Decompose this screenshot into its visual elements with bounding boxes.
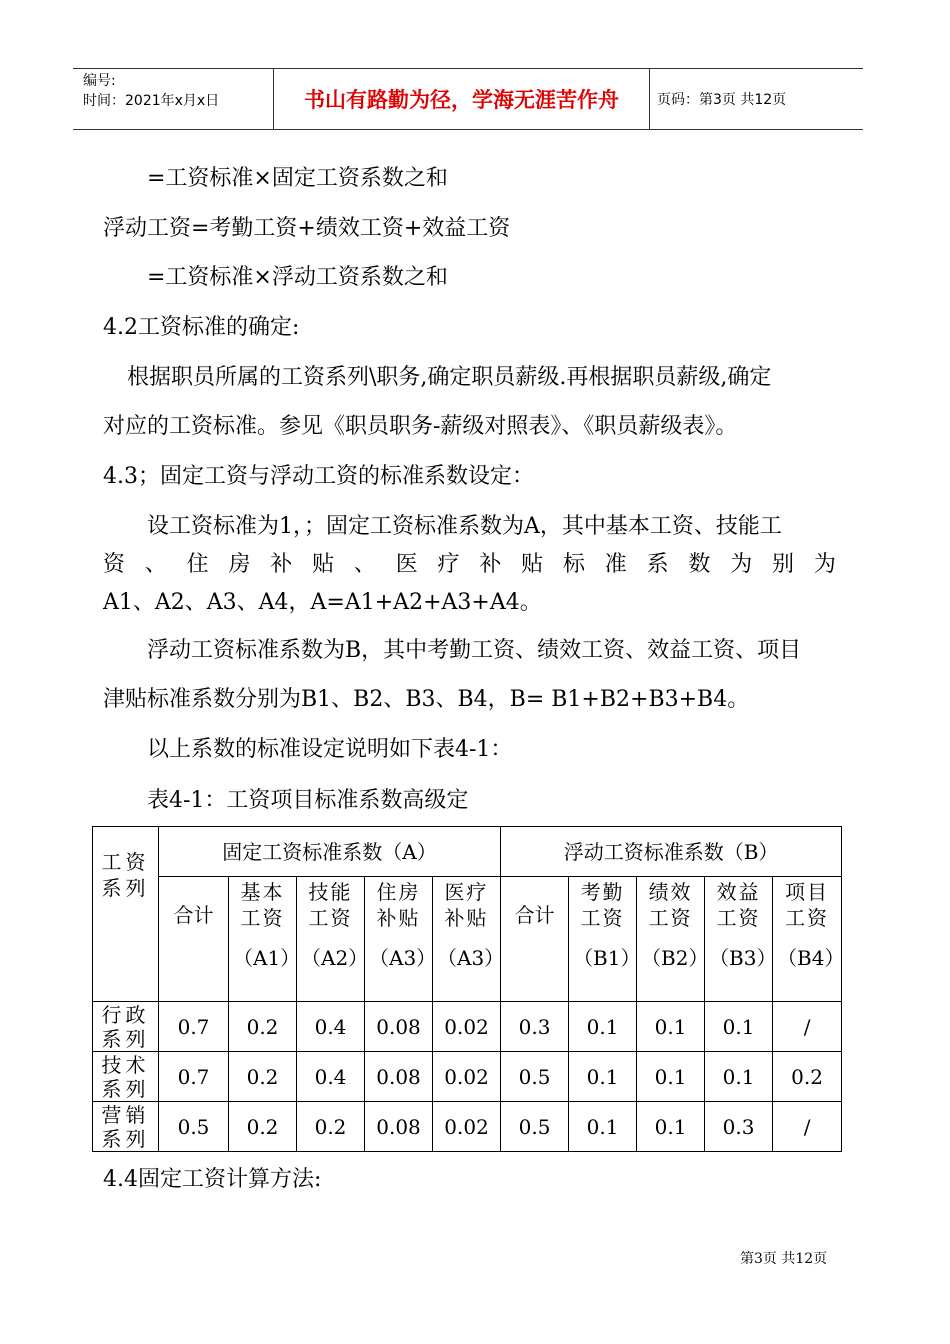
justified-char: 房	[228, 552, 251, 577]
table-cell: 0.2	[297, 1102, 365, 1152]
row-label-text: 营销系列	[101, 1102, 150, 1151]
justified-char: 数	[688, 552, 711, 577]
table-cell: 0.1	[705, 1002, 773, 1052]
paragraph-4-3-line6: 以上系数的标准设定说明如下表4-1：	[147, 737, 513, 762]
table-cell: 0.1	[569, 1102, 637, 1152]
table-cell: 0.02	[433, 1002, 501, 1052]
header-meta	[73, 69, 274, 129]
table-cell: /	[773, 1002, 842, 1052]
table-cell: 0.08	[365, 1102, 433, 1152]
table-caption: 表4-1：工资项目标准系数高级定	[147, 788, 469, 813]
justified-char: 准	[604, 552, 627, 577]
column-header-code: （B1）	[573, 946, 641, 970]
column-header	[705, 877, 777, 1002]
paragraph-4-3-line3: A1、A2、A3、A4，A=A1+A2+A3+A4。	[103, 590, 542, 615]
table-cell: 0.1	[637, 1052, 705, 1102]
row-label-text: 行政系列	[101, 1002, 150, 1051]
column-header-name: 效益工资	[716, 880, 761, 930]
column-header-name: 合计	[514, 903, 555, 927]
column-header	[159, 877, 229, 1002]
column-header-code: （A2）	[301, 946, 369, 970]
justified-char: 补	[479, 552, 502, 577]
column-header-name: 住房补贴	[376, 880, 421, 930]
justified-char: 疗	[437, 552, 460, 577]
paragraph-4-2-line1: 根据职员所属的工资系列\职务,确定职员薪级.再根据职员薪级,确定	[127, 365, 772, 390]
justified-char: 医	[395, 552, 418, 577]
table-cell: 0.7	[159, 1052, 229, 1102]
column-header-name: 医疗补贴	[444, 880, 489, 930]
column-header-code: （A3）	[437, 946, 505, 970]
table-cell: 0.3	[705, 1102, 773, 1152]
table-row	[93, 1052, 842, 1102]
justified-char: 贴	[521, 552, 544, 577]
justified-char: 为	[730, 552, 753, 577]
table-cell: /	[773, 1102, 842, 1152]
table-cell: 0.2	[229, 1052, 297, 1102]
column-header-row	[93, 877, 842, 1002]
table-cell: 0.5	[159, 1102, 229, 1152]
page-footer: 第3页 共12页	[740, 1251, 828, 1267]
justified-char: 住	[186, 552, 209, 577]
paragraph-4-3-line2	[103, 550, 836, 580]
table-cell: 0.1	[637, 1002, 705, 1052]
column-header-name: 合计	[173, 903, 214, 927]
table-cell: 0.4	[297, 1052, 365, 1102]
paragraph-4-2-line2: 对应的工资标准。参见《职员职务-薪级对照表》、《职员薪级表》。	[103, 414, 738, 439]
section-heading-4-3: 4.3；固定工资与浮动工资的标准系数设定：	[103, 464, 534, 489]
section-heading-4-2: 4.2工资标准的确定:	[103, 315, 300, 340]
column-header	[637, 877, 709, 1002]
column-header-name: 技能工资	[308, 880, 353, 930]
coefficient-table	[92, 826, 845, 1152]
formula-floating-sum: =工资标准×浮动工资系数之和	[147, 265, 448, 290]
group-header-fixed: 固定工资标准系数（A）	[159, 827, 501, 877]
table-cell: 0.3	[501, 1002, 569, 1052]
column-header-code: （B4）	[777, 946, 845, 970]
table-row	[93, 1102, 842, 1152]
table-cell: 0.5	[501, 1102, 569, 1152]
table-cell: 0.2	[229, 1002, 297, 1052]
header-motto: 书山有路勤为径，学海无涯苦作舟	[274, 69, 650, 129]
table-cell: 0.2	[229, 1102, 297, 1152]
column-header-code: （B3）	[709, 946, 777, 970]
table-cell: 0.1	[705, 1052, 773, 1102]
paragraph-4-3-line5: 津贴标准系数分别为B1、B2、B3、B4，B= B1+B2+B3+B4。	[103, 687, 750, 712]
corner-header	[93, 827, 159, 1002]
column-header	[297, 877, 369, 1002]
justified-char: 别	[772, 552, 795, 577]
time-label: 时间：2021年x月x日	[83, 93, 220, 109]
table-cell: 0.2	[773, 1052, 842, 1102]
justified-char: 、	[144, 552, 167, 577]
table-cell: 0.1	[569, 1002, 637, 1052]
table-cell: 0.7	[159, 1002, 229, 1052]
table-body	[93, 1002, 842, 1152]
table-cell: 0.08	[365, 1052, 433, 1102]
group-header-floating: 浮动工资标准系数（B）	[501, 827, 842, 877]
table-cell: 0.08	[365, 1002, 433, 1052]
column-header	[569, 877, 641, 1002]
column-header-name: 考勤工资	[580, 880, 625, 930]
row-label	[93, 1102, 159, 1152]
table-cell: 0.02	[433, 1052, 501, 1102]
justified-char: 为	[813, 552, 836, 577]
justified-char: 资	[103, 552, 126, 577]
column-header-name: 项目工资	[785, 880, 830, 930]
column-header-name: 绩效工资	[648, 880, 693, 930]
justified-char: 标	[562, 552, 585, 577]
section-heading-4-4: 4.4固定工资计算方法:	[103, 1167, 322, 1192]
column-header-code: （A1）	[233, 946, 301, 970]
column-header	[501, 877, 569, 1002]
table-cell: 0.1	[569, 1052, 637, 1102]
column-header	[433, 877, 505, 1002]
column-header-code: （B2）	[641, 946, 709, 970]
header-page-label: 页码：第3页 共12页	[657, 92, 787, 108]
justified-char: 、	[353, 552, 376, 577]
paragraph-4-3-line1: 设工资标准为1，；固定工资标准系数为A，其中基本工资、技能工	[147, 514, 782, 539]
formula-floating: 浮动工资=考勤工资+绩效工资+效益工资	[103, 216, 511, 241]
corner-label: 工资系列	[101, 850, 150, 900]
table-row	[93, 1002, 842, 1052]
row-label-text: 技术系列	[101, 1052, 150, 1101]
column-header	[365, 877, 437, 1002]
table-cell: 0.02	[433, 1102, 501, 1152]
justified-char: 贴	[312, 552, 335, 577]
justified-char: 补	[270, 552, 293, 577]
row-label	[93, 1002, 159, 1052]
table-cell: 0.1	[637, 1102, 705, 1152]
formula-fixed-sum: =工资标准×固定工资系数之和	[147, 166, 448, 191]
justified-char: 系	[646, 552, 669, 577]
column-header-code: （A3）	[369, 946, 437, 970]
table-cell: 0.5	[501, 1052, 569, 1102]
column-header-name: 基本工资	[240, 880, 285, 930]
row-label	[93, 1052, 159, 1102]
paragraph-4-3-line4: 浮动工资标准系数为B，其中考勤工资、绩效工资、效益工资、项目	[147, 638, 802, 663]
column-header	[773, 877, 845, 1002]
serial-label: 编号:	[83, 73, 116, 89]
table-cell: 0.4	[297, 1002, 365, 1052]
page-header	[73, 68, 863, 130]
column-header	[229, 877, 301, 1002]
